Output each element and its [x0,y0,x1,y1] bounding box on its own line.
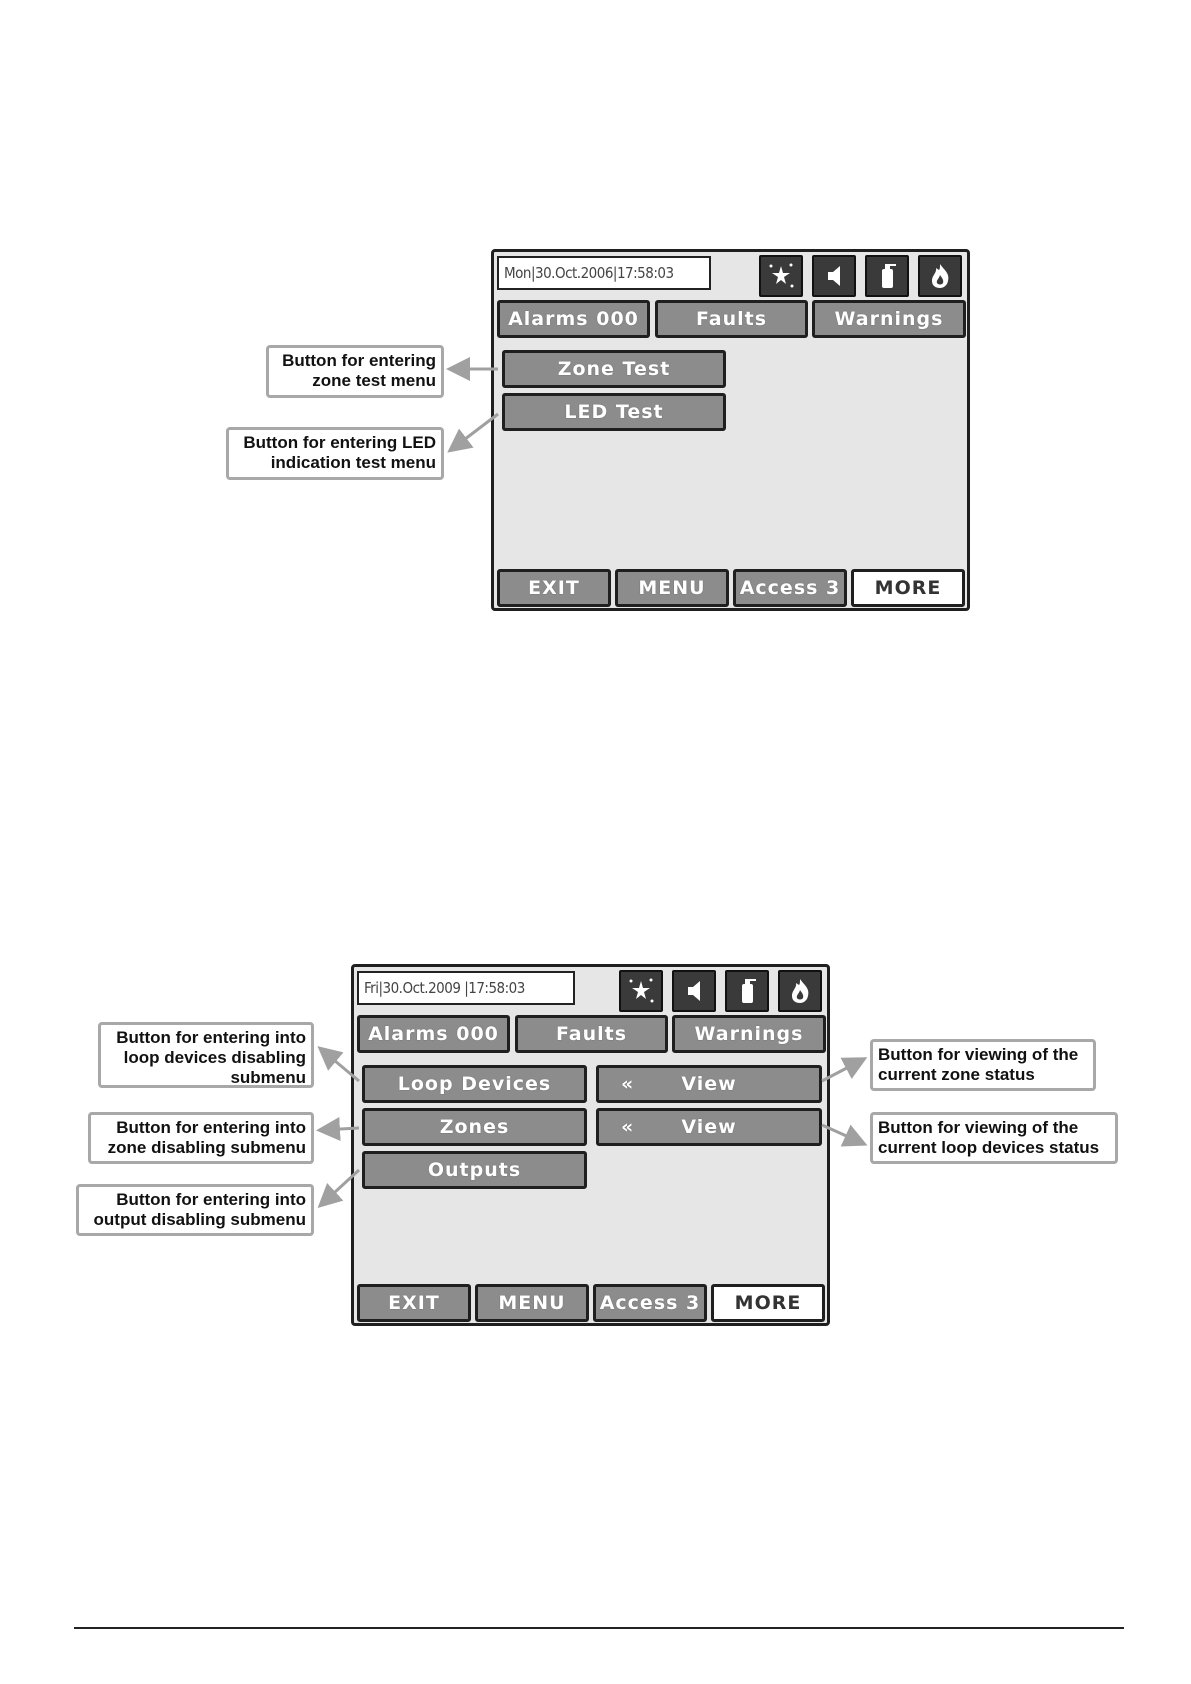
callout-view-zone [870,1039,1096,1091]
datetime-display: Fri|30.Oct.2009 |17:58:03 [357,971,575,1005]
exit-button[interactable]: EXIT [497,569,611,607]
callout-view-loop [870,1112,1118,1164]
horn-icon[interactable] [672,970,716,1012]
exit-button[interactable]: EXIT [357,1284,471,1322]
callout-led-test-text: Button for entering LED indication test menu [243,433,436,472]
zones-button[interactable]: Zones [362,1108,587,1146]
callout-view-zone-text: Button for viewing of the current zone status [878,1045,1079,1084]
callout-loop-devices [98,1022,314,1088]
chevron-left-icon: « [621,1116,635,1138]
callout-led-test [226,427,444,480]
access-button[interactable]: Access 3 [593,1284,707,1322]
datetime-display: Mon|30.Oct.2006|17:58:03 [497,256,711,290]
horn-icon[interactable] [812,255,856,297]
callout-zones [88,1112,314,1164]
menu-button[interactable]: MENU [615,569,729,607]
view-zone-status-button[interactable] [596,1065,822,1103]
fire-icon[interactable] [918,255,962,297]
outputs-button[interactable]: Outputs [362,1151,587,1189]
alarms-tab[interactable]: Alarms 000 [497,300,650,338]
callout-outputs-text: Button for entering into output disabling submenu [93,1190,306,1229]
chevron-left-icon: « [621,1073,635,1095]
callout-loop-devices-text: Button for entering into loop devices disabling submenu [116,1028,306,1087]
menu-button[interactable]: MENU [475,1284,589,1322]
zone-test-button[interactable]: Zone Test [502,350,726,388]
more-button[interactable]: MORE [851,569,965,607]
view-label: View [681,1116,737,1138]
callout-zone-test-text: Button for entering zone test menu [282,351,436,390]
more-button[interactable]: MORE [711,1284,825,1322]
sparkle-icon[interactable] [619,970,663,1012]
callout-zone-test [266,345,444,398]
faults-tab[interactable]: Faults [515,1015,668,1053]
sparkle-icon[interactable] [759,255,803,297]
panel-1-screen [491,249,970,611]
view-loop-status-button[interactable] [596,1108,822,1146]
access-button[interactable]: Access 3 [733,569,847,607]
view-label: View [681,1073,737,1095]
footer-rule [74,1627,1124,1629]
extinguisher-icon[interactable] [865,255,909,297]
loop-devices-button[interactable]: Loop Devices [362,1065,587,1103]
callout-zones-text: Button for entering into zone disabling submenu [107,1118,306,1157]
led-test-button[interactable]: LED Test [502,393,726,431]
fire-icon[interactable] [778,970,822,1012]
panel-2-screen [351,964,830,1326]
alarms-tab[interactable]: Alarms 000 [357,1015,510,1053]
warnings-tab[interactable]: Warnings [812,300,966,338]
faults-tab[interactable]: Faults [655,300,808,338]
extinguisher-icon[interactable] [725,970,769,1012]
warnings-tab[interactable]: Warnings [672,1015,826,1053]
callout-outputs [76,1184,314,1236]
callout-view-loop-text: Button for viewing of the current loop devices status [878,1118,1100,1157]
